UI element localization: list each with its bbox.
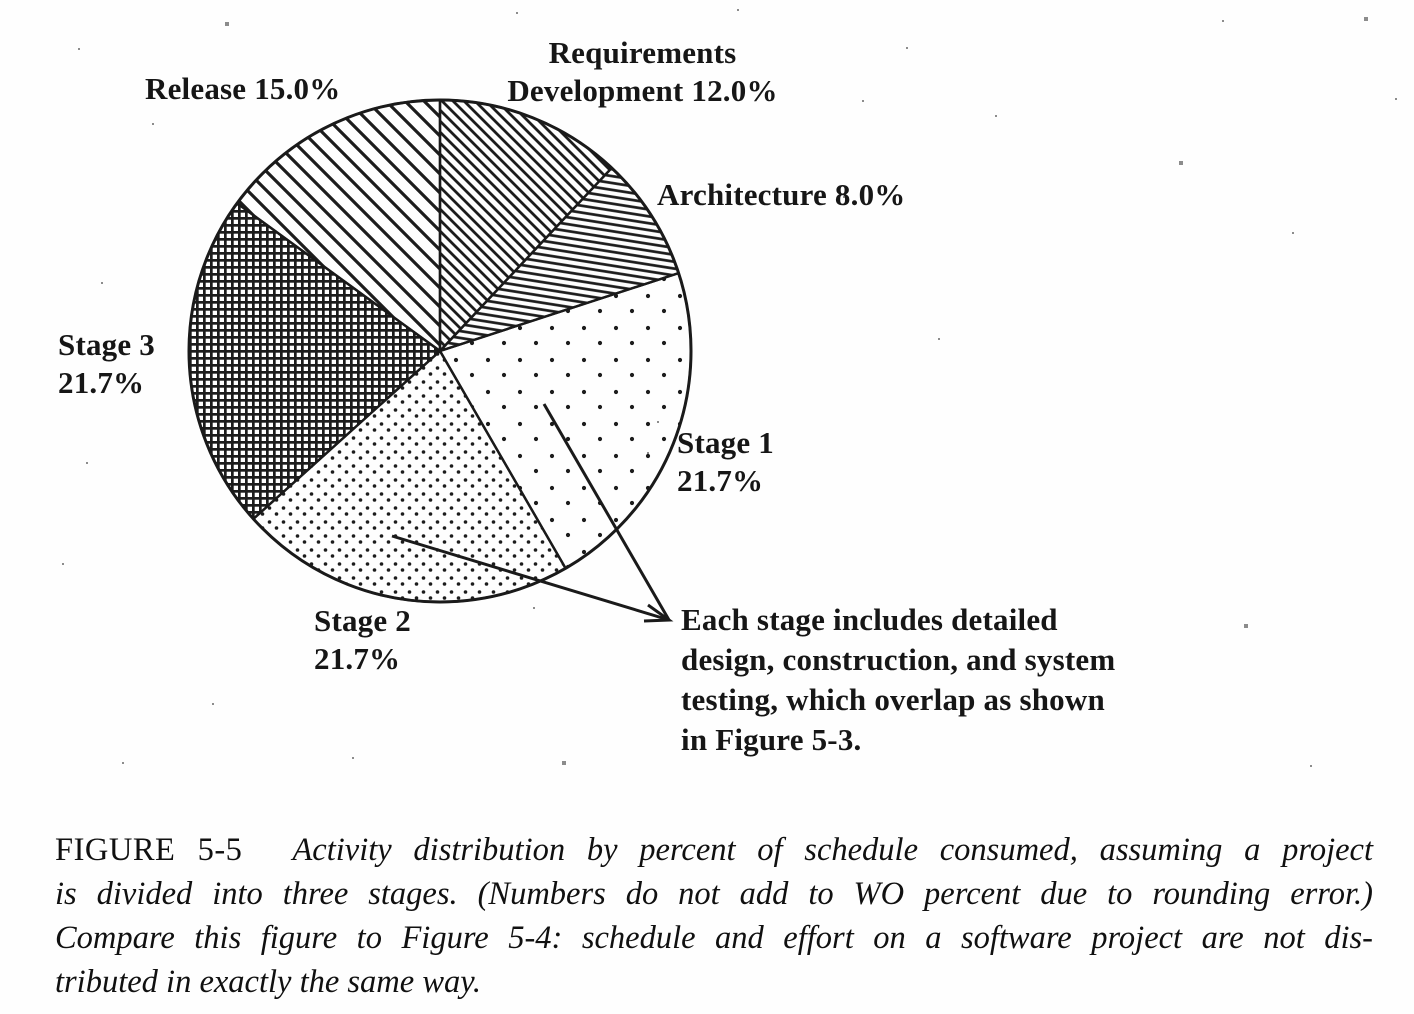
slice-label-requirements-development xyxy=(470,34,815,110)
slice-label-requirements-line1: Requirements xyxy=(548,35,737,70)
stage2-name: Stage 2 xyxy=(314,603,411,638)
slice-label-stage3 xyxy=(58,326,155,402)
slice-label-stage1 xyxy=(677,424,774,500)
stage1-name: Stage 1 xyxy=(677,425,774,460)
slice-label-stage2 xyxy=(314,602,411,678)
annotation-line: design, construction, and system xyxy=(681,642,1116,677)
slice-label-requirements-line2: Development 12.0% xyxy=(507,73,778,108)
slice-label-release: Release 15.0% xyxy=(145,71,341,106)
annotation-line: Each stage includes detailed xyxy=(681,602,1058,637)
annotation-line: testing, which overlap as shown xyxy=(681,682,1105,717)
figure-number: FIGURE 5-5 xyxy=(55,832,243,868)
annotation-line: in Figure 5-3. xyxy=(681,722,862,757)
stage2-pct: 21.7% xyxy=(314,641,401,676)
caption-line-1 xyxy=(55,828,1373,872)
caption-text-1: Activity distribution by percent of schedule consumed, assuming a project xyxy=(292,832,1373,868)
figure-annotation xyxy=(681,600,1251,760)
caption-line-2: is divided into three stages. (Numbers do not add to WO percent due to rounding error.) xyxy=(55,876,1373,912)
stage3-name: Stage 3 xyxy=(58,327,155,362)
caption-line-4: tributed in exactly the same way. xyxy=(55,964,482,1000)
figure-caption xyxy=(55,828,1373,1004)
stage3-pct: 21.7% xyxy=(58,365,145,400)
slice-label-architecture: Architecture 8.0% xyxy=(657,177,906,212)
caption-line-3: Compare this figure to Figure 5-4: schedule and effort on a software project are not dis- xyxy=(55,920,1373,956)
stage1-pct: 21.7% xyxy=(677,463,764,498)
